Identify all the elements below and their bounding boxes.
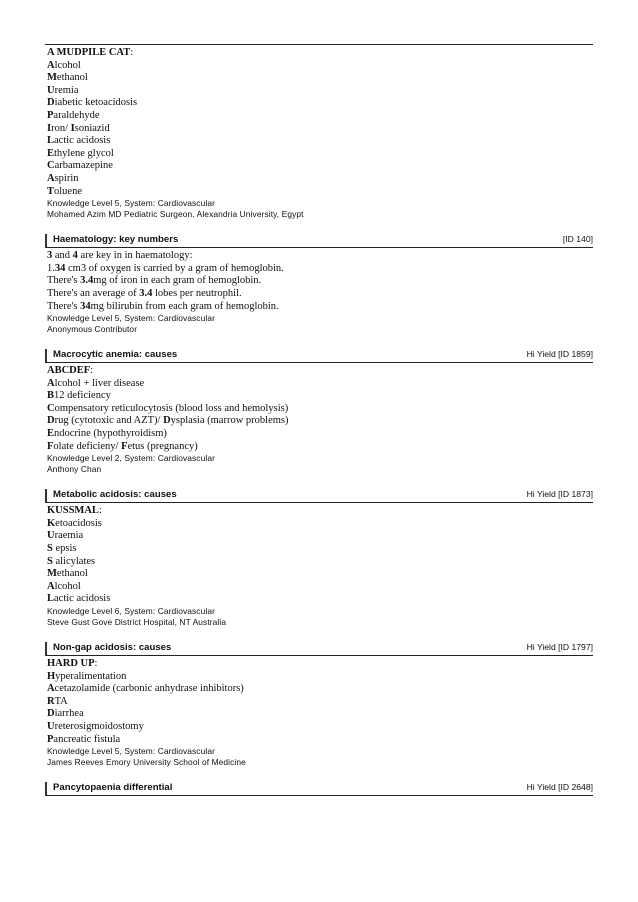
entry-line: [47, 186, 593, 199]
bold-text: R: [47, 695, 55, 707]
entry-line: [47, 530, 593, 543]
bold-text: ABCDEF: [47, 365, 91, 377]
plain-text: iarrhea: [54, 708, 84, 720]
entry-line: [47, 47, 593, 60]
bold-text: 4: [72, 250, 78, 262]
entry-header: [45, 781, 593, 796]
bold-text: A: [47, 377, 55, 389]
bold-text: A MUDPILE CAT: [47, 47, 131, 58]
entry-line: [47, 60, 593, 73]
plain-text: rug (cytotoxic and AZT)/: [54, 415, 164, 427]
bold-text: U: [47, 530, 55, 542]
entry: [45, 44, 593, 219]
bold-text: 34: [54, 262, 66, 274]
entry-line: [47, 734, 593, 747]
knowledge-level: Knowledge Level 5, System: Cardiovascular: [47, 746, 215, 757]
plain-text: TA: [54, 695, 68, 707]
plain-text: :: [90, 365, 94, 377]
plain-text: There's: [47, 300, 81, 312]
plain-text: yperalimentation: [55, 670, 127, 682]
plain-text: There's an average of: [47, 287, 140, 299]
entry-line: [47, 415, 593, 428]
entry-line: [47, 671, 593, 684]
bold-text: L: [47, 135, 55, 147]
bold-text: 3.4: [80, 275, 94, 287]
bold-text: L: [47, 593, 55, 605]
plain-text: are key in in haematology:: [77, 250, 193, 262]
plain-text: lcohol + liver disease: [54, 377, 145, 389]
entry-line: [47, 505, 593, 518]
bold-text: KUSSMAL: [47, 505, 99, 517]
bold-text: K: [47, 517, 56, 529]
bold-text: E: [47, 428, 55, 440]
plain-text: lcohol: [54, 580, 81, 592]
bold-text: S: [47, 543, 53, 555]
bold-text: E: [47, 147, 55, 159]
entry-line: [47, 123, 593, 136]
bold-text: D: [47, 708, 55, 720]
entry-line: [47, 556, 593, 569]
entry-gap: [45, 219, 593, 233]
entry-line: [47, 135, 593, 148]
bold-text: U: [47, 84, 55, 96]
knowledge-level: Knowledge Level 5, System: Cardiovascular: [47, 313, 215, 324]
entry-title: Metabolic acidosis: causes: [53, 489, 177, 501]
entry-line: [47, 593, 593, 606]
entry-line: [47, 721, 593, 734]
plain-text: actic acidosis: [54, 593, 111, 605]
bold-text: 3: [47, 250, 53, 262]
entry-body: [45, 47, 593, 219]
header-bar: [45, 234, 47, 247]
entry-header: [45, 233, 593, 248]
plain-text: ancreatic fistula: [53, 733, 121, 745]
entry-line: [47, 390, 593, 403]
bold-text: D: [163, 415, 171, 427]
bold-text: H: [47, 670, 56, 682]
header-bar: [45, 782, 47, 795]
entry: [45, 781, 593, 796]
entry-header: [45, 488, 593, 503]
plain-text: lobes per neutrophil.: [152, 287, 242, 299]
plain-text: araldehyde: [53, 109, 100, 121]
plain-text: arbamazepine: [54, 160, 113, 172]
entry-header: [45, 641, 593, 656]
bold-text: A: [47, 683, 55, 695]
entry-line: [47, 301, 593, 314]
knowledge-level: Knowledge Level 5, System: Cardiovascular: [47, 198, 215, 209]
plain-text: mg of iron in each gram of hemoglobin.: [93, 275, 262, 287]
entry-title: Non-gap acidosis: causes: [53, 642, 172, 653]
plain-text: iabetic ketoacidosis: [54, 97, 138, 109]
header-bar: [45, 349, 47, 362]
bold-text: A: [47, 172, 55, 184]
bold-text: F: [121, 440, 128, 452]
entry-line: [47, 378, 593, 391]
entry-line: [47, 696, 593, 709]
entry: [45, 233, 593, 334]
entry: [45, 348, 593, 474]
entry-meta: Hi Yield [ID 1859]: [526, 349, 593, 360]
entry-line: [47, 441, 593, 454]
entry: [45, 641, 593, 767]
plain-text: remia: [54, 84, 79, 96]
plain-text: raemia: [54, 530, 84, 542]
entry-line: [47, 428, 593, 441]
entry-gap: [45, 334, 593, 348]
entry-meta: Hi Yield [ID 1797]: [526, 642, 593, 652]
entry-title: Haematology: key numbers: [53, 234, 179, 246]
plain-text: :: [94, 658, 98, 669]
bold-text: P: [47, 109, 54, 121]
entry-line: [47, 683, 593, 696]
entry-line: [47, 543, 593, 556]
plain-text: spirin: [54, 172, 79, 184]
bold-text: 34: [80, 300, 91, 312]
bold-text: F: [47, 440, 54, 452]
plain-text: actic acidosis: [54, 135, 111, 147]
bold-text: 3.4: [139, 287, 153, 299]
entry-line: [47, 365, 593, 378]
plain-text: cetazolamide (carbonic anhydrase inhibitors): [54, 683, 244, 695]
entry-title: Pancytopaenia differential: [53, 782, 173, 794]
bold-text: C: [47, 160, 55, 172]
plain-text: :: [98, 505, 102, 517]
entry-line: [47, 250, 593, 263]
entry-meta: Hi Yield [ID 1873]: [526, 489, 593, 500]
plain-text: and: [52, 250, 73, 262]
entry-line: [47, 160, 593, 173]
bold-text: HARD UP: [47, 658, 95, 669]
author: Anthony Chan: [47, 463, 102, 474]
plain-text: ron/: [51, 122, 71, 134]
entry-gap: [45, 627, 593, 641]
plain-text: ethanol: [56, 568, 88, 580]
plain-text: cm3 of oxygen is carried by a gram of hemoglobin.: [65, 262, 284, 274]
plain-text: soniazid: [74, 122, 110, 134]
entry-body: [45, 365, 593, 474]
entry-line: [47, 708, 593, 721]
entry-line: [47, 568, 593, 581]
plain-text: oluene: [54, 185, 83, 197]
entry-title: Macrocytic anemia: causes: [53, 349, 178, 361]
entry-gap: [45, 767, 593, 781]
entry-line: [47, 148, 593, 161]
bold-text: B: [47, 390, 55, 402]
entry-body: [45, 658, 593, 767]
header-bar: [45, 489, 47, 502]
entry-line: [47, 173, 593, 186]
plain-text: thylene glycol: [54, 147, 114, 159]
bold-text: P: [47, 733, 54, 745]
plain-text: mg bilirubin from each gram of hemoglobin.: [90, 300, 279, 312]
entry-line: [47, 72, 593, 85]
entry-line: [47, 110, 593, 123]
author: James Reeves Emory University School of Medicine: [47, 756, 246, 767]
bold-text: A: [47, 59, 55, 71]
entry-line: [47, 275, 593, 288]
bold-text: A: [47, 580, 55, 592]
author: Steve Gust Gove District Hospital, NT Australia: [47, 616, 227, 627]
plain-text: lcohol: [54, 59, 81, 71]
entry-gap: [45, 474, 593, 488]
plain-text: ysplasia (marrow problems): [170, 415, 289, 427]
bold-text: M: [47, 568, 57, 580]
entry-line: [47, 263, 593, 276]
plain-text: ompensatory reticulocytosis (blood loss and hemolysis): [54, 402, 289, 414]
plain-text: olate deficieny/: [53, 440, 122, 452]
entry-body: [45, 505, 593, 627]
knowledge-level: Knowledge Level 2, System: Cardiovascular: [47, 453, 215, 464]
plain-text: :: [130, 47, 134, 58]
plain-text: 1.: [47, 262, 55, 274]
plain-text: 12 deficiency: [54, 390, 111, 402]
bold-text: U: [47, 720, 55, 732]
entry-line: [47, 658, 593, 671]
bold-text: C: [47, 402, 55, 414]
entry-line: [47, 85, 593, 98]
bold-text: S: [47, 555, 53, 567]
plain-text: etus (pregnancy): [127, 440, 198, 452]
bold-text: T: [47, 185, 55, 197]
author: Mohamed Azim MD Pediatric Surgeon, Alexandria University, Egypt: [47, 208, 304, 219]
document-page: [45, 44, 593, 798]
entry-line: [47, 518, 593, 531]
entry-line: [47, 97, 593, 110]
plain-text: reterosigmoidostomy: [54, 720, 144, 732]
entry: [45, 488, 593, 627]
bold-text: I: [70, 122, 75, 134]
plain-text: ethanol: [56, 72, 88, 84]
entry-header: [45, 348, 593, 363]
entry-body: [45, 250, 593, 334]
entry-meta: Hi Yield [ID 2648]: [526, 782, 593, 793]
bold-text: D: [47, 97, 55, 109]
knowledge-level: Knowledge Level 6, System: Cardiovascular: [47, 606, 215, 616]
plain-text: etoacidosis: [55, 517, 102, 529]
entry-line: [47, 403, 593, 416]
plain-text: epsis: [52, 543, 77, 555]
author: Anonymous Contributor: [47, 323, 138, 334]
plain-text: alicylates: [52, 555, 96, 567]
entry-line: [47, 581, 593, 594]
bold-text: M: [47, 72, 57, 84]
plain-text: ndocrine (hypothyroidism): [54, 428, 167, 440]
header-bar: [45, 642, 47, 655]
bold-text: I: [47, 122, 52, 134]
entry-line: [47, 288, 593, 301]
entry-meta: [ID 140]: [562, 234, 593, 245]
bold-text: D: [47, 415, 55, 427]
plain-text: There's: [47, 275, 81, 287]
